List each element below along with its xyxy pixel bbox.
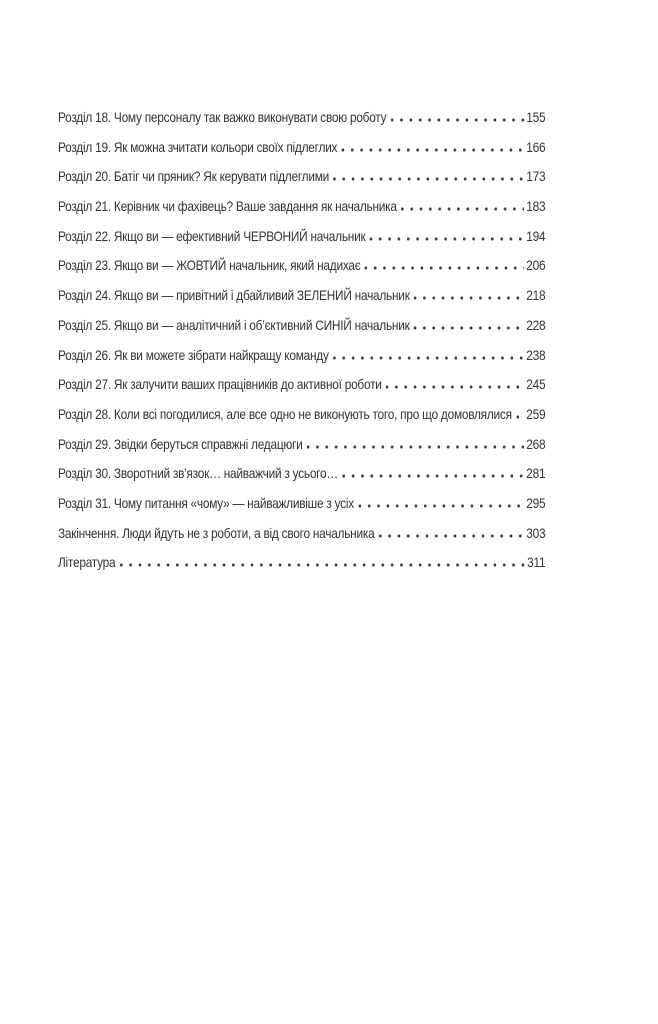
toc-entry-title: Розділ 18. Чому персоналу так важко виконувати свою роботу — [58, 109, 387, 125]
toc-entry-page: 166 — [526, 138, 546, 155]
dot-leader — [358, 496, 524, 508]
dot-leader — [401, 199, 524, 211]
toc-entry — [58, 133, 545, 163]
toc-entry-page: 295 — [526, 494, 546, 511]
dot-leader — [333, 348, 524, 360]
dot-leader — [365, 258, 524, 270]
toc-entry-page: 311 — [527, 554, 546, 571]
toc-entry — [58, 459, 545, 489]
dot-leader — [307, 437, 524, 449]
toc-entry-page: 194 — [526, 227, 546, 244]
dot-leader — [120, 555, 525, 567]
toc-entry — [58, 370, 545, 400]
toc-entry — [58, 519, 545, 549]
toc-entry-page: 245 — [526, 376, 546, 393]
toc-entry — [58, 341, 545, 371]
toc-entry — [58, 430, 545, 460]
toc-entry — [58, 311, 545, 341]
toc-entry-title: Розділ 20. Батіг чи пряник? Як керувати підлеглими — [58, 168, 330, 185]
toc-entry-page: 183 — [526, 198, 546, 215]
dot-leader — [341, 140, 523, 152]
toc-entry-page: 238 — [526, 346, 546, 363]
toc-entry-title: Розділ 26. Як ви можете зібрати найкращу команду — [58, 346, 329, 363]
toc-entry-title: Розділ 24. Якщо ви — привітний і дбайливий ЗЕЛЕНИЙ начальник — [58, 287, 410, 304]
toc-entry-page: 281 — [526, 465, 546, 482]
toc-entry-title: Література — [58, 554, 116, 571]
toc-entry — [58, 162, 545, 192]
dot-leader — [342, 466, 523, 478]
toc-entry-title: Розділ 28. Коли всі погодилися, але все одно не виконують того, про що домовлялися — [58, 405, 512, 422]
dot-leader — [386, 377, 524, 389]
toc-entry-title: Розділ 22. Якщо ви — ефективний ЧЕРВОНИЙ начальник — [58, 227, 366, 244]
dot-leader — [414, 288, 524, 300]
toc-entry-title: Розділ 19. Як можна зчитати кольори своїх підлеглих — [58, 138, 338, 155]
toc-entry-page: 155 — [526, 109, 546, 125]
toc-entry-title: Закінчення. Люди йдуть не з роботи, а від свого начальника — [58, 524, 375, 541]
toc-entry-title: Розділ 25. Якщо ви — аналітичний і об’єктивний СИНІЙ начальник — [58, 316, 410, 333]
toc-entry — [58, 222, 545, 252]
toc-entry-page: 173 — [526, 168, 546, 185]
table-of-contents — [58, 103, 545, 578]
toc-entry-page: 259 — [526, 405, 546, 422]
toc-entry — [58, 548, 545, 578]
toc-entry-page: 218 — [526, 287, 546, 304]
dot-leader — [414, 318, 524, 330]
dot-leader — [370, 229, 524, 241]
toc-entry — [58, 400, 545, 430]
toc-entry — [58, 489, 545, 519]
toc-entry — [58, 251, 545, 281]
toc-entry — [58, 281, 545, 311]
toc-entry-page: 228 — [526, 316, 546, 333]
toc-entry-title: Розділ 21. Керівник чи фахівець? Ваше завдання як начальника — [58, 198, 397, 215]
toc-entry — [58, 103, 545, 133]
toc-entry-page: 268 — [526, 435, 546, 452]
dot-leader — [333, 169, 523, 181]
toc-entry-title: Розділ 29. Звідки беруться справжні ледацюги — [58, 435, 303, 452]
toc-entry — [58, 192, 545, 222]
toc-entry-title: Розділ 30. Зворотний зв’язок… найважчий з усього… — [58, 465, 338, 482]
toc-entry-title: Розділ 27. Як залучити ваших працівників до активної роботи — [58, 376, 382, 393]
dot-leader — [379, 526, 524, 538]
toc-entry-title: Розділ 31. Чому питання «чому» — найважливіше з усіх — [58, 494, 354, 511]
toc-entry-page: 206 — [526, 257, 546, 274]
toc-entry-page: 303 — [526, 524, 546, 541]
dot-leader — [516, 407, 524, 419]
dot-leader — [391, 110, 524, 122]
toc-entry-title: Розділ 23. Якщо ви — ЖОВТИЙ начальник, який надихає — [58, 257, 361, 274]
